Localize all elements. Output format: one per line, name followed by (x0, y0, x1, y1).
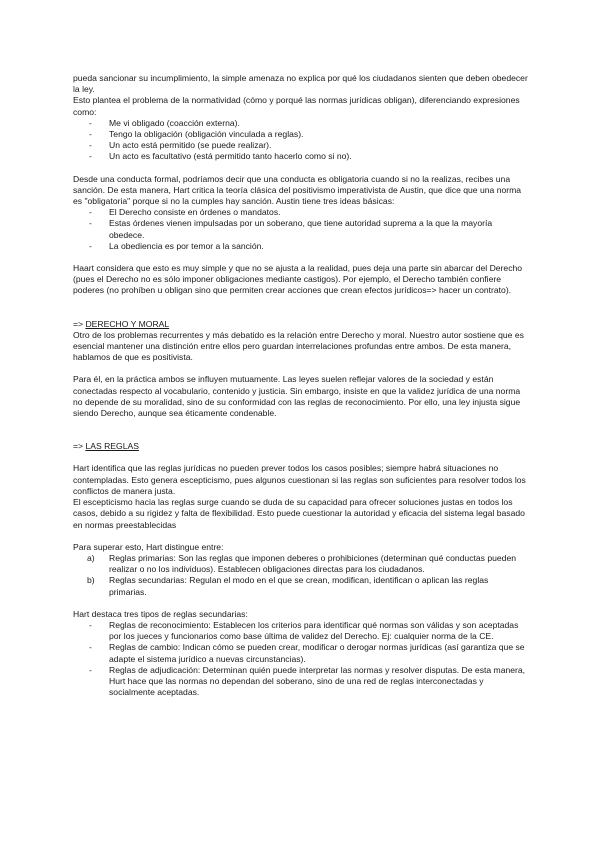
secondary-rules-list (73, 620, 528, 698)
derecho-moral-paragraph-1: Otro de los problemas recurrentes y más debatido es la relación entre Derecho y moral. Nuestro autor sostiene que es esencial mantener una distinción entre ellos pero guardan interrelaciones profundas entre ambos. De esta manera, hablamos de que es positivista. (73, 329, 524, 363)
list-item-text: Reglas secundarias: Regulan el modo en el que se crean, modifican, identifican o aplican las reglas primarias. (109, 575, 489, 597)
list-item: - La obediencia es por temor a la sanción. (73, 241, 528, 252)
list-item (73, 575, 528, 597)
list-item (73, 553, 528, 575)
arrow-marker: => (73, 318, 84, 329)
list-marker: b) (87, 575, 95, 586)
list-item-text: Reglas primarias: Son las reglas que imponen deberes o prohibiciones (determinan qué conductas pueden realizar o no los individuos). Establecen obligaciones directas para los ciudadanos. (109, 552, 517, 575)
list-item: - Un acto es facultativo (está permitido tanto hacerlo como si no). (73, 151, 528, 162)
rule-types-list (73, 553, 528, 598)
intro-paragraph-2: Esto plantea el problema de la normatividad (cómo y porqué las normas jurídicas obligan), diferenciando expresiones como: (73, 95, 520, 117)
section-heading-reglas (73, 441, 528, 452)
austin-ideas-list (73, 207, 528, 252)
austin-paragraph-2: Haart considera que esto es muy simple y que no se ajusta a la realidad, pues deja una parte sin abarcar del Derecho (pues el Derecho no es sólo imponer obligaciones mediante castigos). Por ejemplo, el Derecho también confiere poderes (no prohíben u obligan sino que permiten crear acciones que crean efectos jurídicos=> hacer un contrato). (73, 263, 523, 296)
obligation-expressions-list (73, 118, 528, 163)
list-item: - Reglas de reconocimiento: Establecen los criterios para identificar qué normas son válidas y son aceptadas por los jueces y funcionarios como base última de validez del Derecho. Ej: cualquier norma de la CE. (73, 620, 528, 642)
austin-paragraph-1: Desde una conducta formal, podríamos decir que una conducta es obligatoria cuando si no la realizas, recibes una sanción. De esta manera, Hart critica la teoría clásica del positivismo imperativista de Austin, que dice que una norma es "obligatoria" porque si no la cumples hay sanción. Austin tiene tres ideas básicas: (73, 173, 522, 207)
document-page (73, 73, 528, 698)
list-item: - Reglas de cambio: Indican cómo se pueden crear, modificar o derogar normas jurídicas (así garantiza que se adapte el sistema jurídico a nuevas circunstancias). (73, 642, 528, 664)
reglas-paragraph-1: Hart identifica que las reglas jurídicas no pueden prever todos los casos posibles; siempre habrá situaciones no contempladas. Esto genera escepticismo, pues algunos cuestionan si las reglas son suficientes para resolver todos los conflictos de manera justa. (73, 463, 526, 496)
reglas-paragraph-4: Hart destaca tres tipos de reglas secundarias: (73, 608, 248, 619)
list-item: - Reglas de adjudicación: Determinan quién puede interpretar las normas y resolver disputas. De esta manera, Hurt hace que las normas no dependan del soberano, sino de una red de reglas interconectadas y socialmente aceptadas. (73, 665, 528, 699)
list-item: - Un acto está permitido (se puede realizar). (73, 140, 528, 151)
intro-paragraph-1: pueda sancionar su incumplimiento, la simple amenaza no explica por qué los ciudadanos sienten que deben obedecer la ley. (73, 73, 528, 95)
list-item: - El Derecho consiste en órdenes o mandatos. (73, 207, 528, 218)
reglas-paragraph-2: El escepticismo hacia las reglas surge cuando se duda de su capacidad para ofrecer soluciones justas en todos los casos, debido a su rigidez y falta de flexibilidad. Esto puede cuestionar la autoridad y eficacia del sistema legal basado en normas preestablecidas (73, 497, 525, 530)
section-title: LAS REGLAS (85, 441, 139, 452)
reglas-paragraph-3: Para superar esto, Hart distingue entre: (73, 541, 224, 552)
section-heading-derecho-moral (73, 319, 528, 330)
derecho-moral-paragraph-2: Para él, en la práctica ambos se influyen mutuamente. Las leyes suelen reflejar valores de la sociedad y están conectadas respecto al vocabulario, contenido y justicia. Sin embargo, insiste en que la validez jurídica de una norma no depende de su moralidad, sino de su conformidad con las reglas de reconocimiento. Por ello, una ley injusta sigue siendo Derecho, aunque sea éticamente condenable. (73, 374, 521, 419)
section-title: DERECHO Y MORAL (85, 318, 170, 329)
list-item: - Tengo la obligación (obligación vinculada a reglas). (73, 129, 528, 140)
list-item: - Me vi obligado (coacción externa). (73, 118, 528, 129)
list-marker: a) (87, 552, 95, 563)
arrow-marker: => (73, 441, 84, 452)
list-item: - Estas órdenes vienen impulsadas por un soberano, que tiene autoridad suprema a la que la mayoría obedece. (73, 218, 528, 240)
